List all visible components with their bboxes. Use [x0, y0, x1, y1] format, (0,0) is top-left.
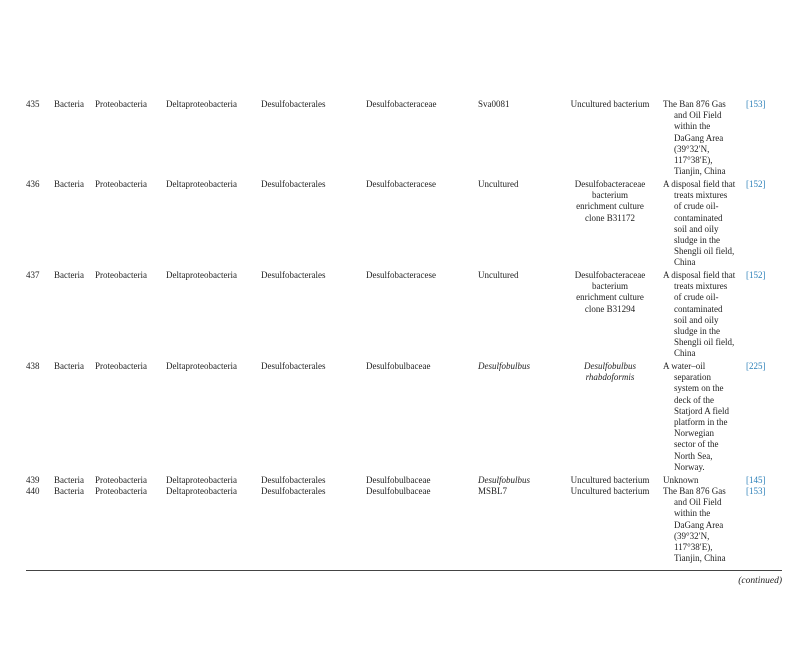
order-cell: Desulfobacterales	[261, 99, 326, 109]
source-line: The Ban 876 Gas	[663, 486, 726, 496]
species-cell	[560, 361, 660, 383]
source-line: China	[674, 257, 696, 268]
genus-cell: Uncultured	[478, 270, 519, 280]
row-id: 438	[26, 361, 40, 371]
source-line: Norwegian	[674, 428, 714, 439]
source-line: soil and oily	[674, 223, 719, 234]
species-line: clone B31172	[585, 212, 635, 223]
reference-link[interactable]: [153]	[746, 486, 766, 496]
domain-cell: Bacteria	[54, 486, 84, 496]
row-id: 436	[26, 179, 40, 189]
source-line: A water–oil	[663, 361, 706, 371]
genus-cell: Sva0081	[478, 99, 510, 109]
phylum-cell: Proteobacteria	[95, 486, 147, 496]
reference-link[interactable]: [145]	[746, 475, 766, 485]
genus-cell: Uncultured	[478, 179, 519, 189]
species-line: bacterium	[592, 190, 628, 201]
species-line: Uncultured bacterium	[570, 99, 650, 109]
source-line: (39°32′N,	[674, 530, 710, 541]
reference-link[interactable]: [225]	[746, 361, 766, 371]
domain-cell: Bacteria	[54, 475, 84, 485]
source-line: Statjord A field	[674, 405, 729, 416]
family-cell: Desulfobulbaceae	[366, 475, 431, 485]
source-line: Norway.	[674, 461, 705, 472]
genus-cell: Desulfobulbus	[478, 475, 531, 485]
genus-cell: MSBL7	[478, 486, 508, 496]
species-cell	[560, 270, 660, 315]
order-cell: Desulfobacterales	[261, 179, 326, 189]
source-line: A disposal field that	[663, 179, 736, 189]
family-cell: Desulfobacteracese	[366, 179, 436, 189]
reference-link[interactable]: [152]	[746, 270, 766, 280]
source-line: Shengli oil field,	[674, 337, 735, 348]
source-line: within the	[674, 508, 711, 519]
source-line: 117°38′E),	[674, 542, 713, 553]
species-cell	[560, 179, 660, 224]
table-bottom-rule	[26, 570, 782, 571]
family-cell: Desulfobulbaceae	[366, 486, 431, 496]
phylum-cell: Proteobacteria	[95, 475, 147, 485]
species-line: Uncultured bacterium	[570, 475, 650, 485]
source-line: deck of the	[674, 394, 714, 405]
source-line: and Oil Field	[674, 497, 722, 508]
source-line: sludge in the	[674, 326, 720, 337]
domain-cell: Bacteria	[54, 361, 84, 371]
family-cell: Desulfobacteracese	[366, 270, 436, 280]
domain-cell: Bacteria	[54, 179, 84, 189]
source-line: system on the	[674, 383, 724, 394]
species-line: rhabdoformis	[585, 372, 635, 383]
source-line: and Oil Field	[674, 110, 722, 121]
species-cell	[560, 475, 660, 486]
class-cell: Deltaproteobacteria	[166, 179, 237, 189]
family-cell: Desulfobacteraceae	[366, 99, 437, 109]
phylum-cell: Proteobacteria	[95, 270, 147, 280]
source-line: treats mixtures	[674, 190, 728, 201]
source-cell	[663, 270, 739, 360]
source-line: A disposal field that	[663, 270, 736, 280]
row-id: 437	[26, 270, 40, 280]
domain-cell: Bacteria	[54, 99, 84, 109]
row-id: 439	[26, 475, 40, 485]
source-line: treats mixtures	[674, 281, 728, 292]
row-id: 440	[26, 486, 40, 496]
source-cell	[663, 179, 739, 269]
family-cell: Desulfobulbaceae	[366, 361, 431, 371]
species-line: enrichment culture	[576, 292, 644, 303]
phylum-cell: Proteobacteria	[95, 179, 147, 189]
species-line: Desulfobacteraceae	[574, 270, 646, 280]
continued-note: (continued)	[738, 576, 782, 586]
class-cell: Deltaproteobacteria	[166, 361, 237, 371]
species-line: enrichment culture	[576, 201, 644, 212]
species-line: Desulfobulbus	[583, 361, 636, 371]
source-line: 117°38′E),	[674, 155, 713, 166]
source-line: The Ban 876 Gas	[663, 99, 726, 109]
source-line: soil and oily	[674, 314, 719, 325]
species-line: Uncultured bacterium	[570, 486, 650, 496]
class-cell: Deltaproteobacteria	[166, 99, 237, 109]
source-line: Shengli oil field,	[674, 246, 735, 257]
order-cell: Desulfobacterales	[261, 270, 326, 280]
genus-cell: Desulfobulbus	[478, 361, 531, 371]
species-line: bacterium	[592, 281, 628, 292]
row-id: 435	[26, 99, 40, 109]
source-line: Tianjin, China	[674, 553, 726, 564]
species-cell	[560, 99, 660, 110]
source-cell	[663, 486, 739, 564]
source-line: separation	[674, 372, 711, 383]
source-line: contaminated	[674, 212, 723, 223]
source-line: DaGang Area	[674, 132, 724, 143]
species-cell	[560, 486, 660, 497]
source-line: contaminated	[674, 303, 723, 314]
class-cell: Deltaproteobacteria	[166, 270, 237, 280]
domain-cell: Bacteria	[54, 270, 84, 280]
source-cell	[663, 475, 739, 486]
source-line: North Sea,	[674, 450, 713, 461]
source-line: DaGang Area	[674, 519, 724, 530]
order-cell: Desulfobacterales	[261, 486, 326, 496]
source-cell	[663, 361, 739, 473]
reference-link[interactable]: [153]	[746, 99, 766, 109]
source-line: Tianjin, China	[674, 166, 726, 177]
class-cell: Deltaproteobacteria	[166, 486, 237, 496]
order-cell: Desulfobacterales	[261, 361, 326, 371]
order-cell: Desulfobacterales	[261, 475, 326, 485]
phylum-cell: Proteobacteria	[95, 99, 147, 109]
source-line: sector of the	[674, 439, 719, 450]
source-line: (39°32′N,	[674, 143, 710, 154]
species-line: Desulfobacteraceae	[574, 179, 646, 189]
source-line: sludge in the	[674, 235, 720, 246]
source-line: platform in the	[674, 417, 728, 428]
species-line: clone B31294	[584, 303, 636, 314]
source-line: of crude oil-	[674, 292, 719, 303]
reference-link[interactable]: [152]	[746, 179, 766, 189]
source-line: Unknown	[663, 475, 699, 485]
source-line: of crude oil-	[674, 201, 719, 212]
source-cell	[663, 99, 739, 177]
class-cell: Deltaproteobacteria	[166, 475, 237, 485]
source-line: within the	[674, 121, 711, 132]
source-line: China	[674, 348, 696, 359]
phylum-cell: Proteobacteria	[95, 361, 147, 371]
